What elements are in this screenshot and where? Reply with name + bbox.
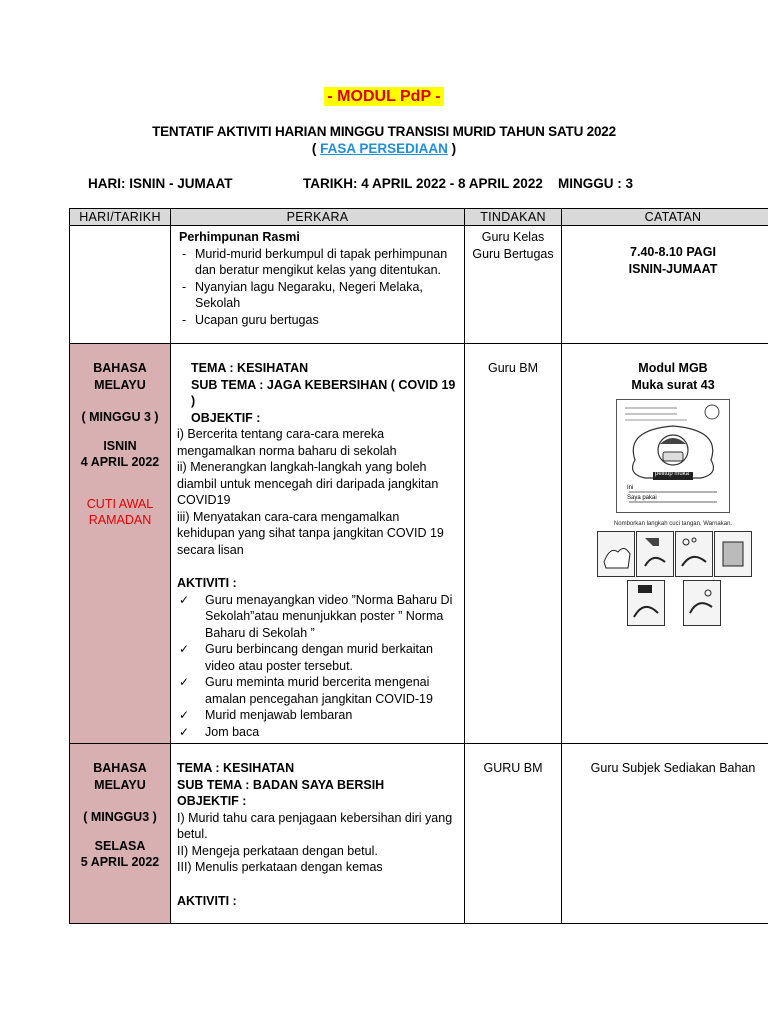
worksheet-label: pelitup muka	[655, 471, 690, 477]
handwash-step-icon	[636, 531, 674, 577]
rinse-icon	[628, 581, 664, 625]
row1-title: Perhimpunan Rasmi	[179, 230, 300, 244]
row2-date: 4 APRIL 2022	[80, 455, 160, 469]
row3-day: SELASA	[94, 838, 146, 853]
aktiviti-text: Guru berbincang dengan murid berkaitan video atau poster tersebut.	[205, 642, 433, 673]
row3-subject-2: MELAYU	[94, 777, 146, 792]
row2-note-2: RAMADAN	[88, 513, 152, 527]
row1-catatan-1: 7.40-8.10 PAGI	[630, 245, 716, 259]
handwash-step-icon	[597, 531, 635, 577]
phase-subtitle: ( FASA PERSEDIAAN )	[311, 141, 457, 156]
document-title: TENTATIF AKTIVITI HARIAN MINGGU TRANSISI MURID TAHUN SATU 2022	[152, 124, 616, 139]
aktiviti-text: Guru meminta murid bercerita mengenai amalan pencegahan jangkitan COVID-19	[205, 675, 433, 706]
schedule-table	[69, 208, 768, 924]
soap-icon	[676, 532, 712, 576]
handwash-step-icon	[675, 531, 713, 577]
handwash-step-icon	[627, 580, 665, 626]
row3-subtema: SUB TEMA : BADAN SAYA BERSIH	[177, 777, 385, 792]
table-row	[70, 344, 768, 744]
list-item: - Nyanyian lagu Negaraku, Negeri Melaka, Sekolah	[179, 279, 458, 312]
table-header-row	[70, 209, 768, 226]
table-row	[70, 744, 768, 924]
row2-aktiviti-list	[177, 592, 458, 741]
row2-hari-cell	[70, 344, 171, 744]
row3-week: ( MINGGU3 )	[83, 810, 157, 824]
header-catatan: CATATAN	[562, 209, 768, 226]
row2-perkara-cell	[171, 344, 465, 744]
row2-note: CUTI AWAL	[86, 496, 154, 511]
handwash-steps-image-2	[562, 580, 768, 626]
row3-perkara-cell	[171, 744, 465, 924]
row2-subject-2: MELAYU	[94, 377, 146, 392]
row2-day: ISNIN	[103, 438, 137, 453]
checkmark-icon: ✓	[179, 708, 190, 722]
info-tarikh: TARIKH: 4 APRIL 2022 - 8 APRIL 2022	[303, 176, 543, 191]
checkmark-icon: ✓	[179, 642, 190, 656]
row3-catatan: Guru Subjek Sediakan Bahan	[590, 761, 756, 775]
info-minggu: MINGGU : 3	[558, 176, 634, 191]
header-tindakan: TINDAKAN	[465, 209, 562, 226]
checkmark-icon: ✓	[179, 592, 190, 607]
checkmark-icon: ✓	[179, 724, 190, 739]
row2-tindakan: Guru BM	[487, 361, 538, 375]
aktiviti-text: Murid menjawab lembaran	[205, 708, 353, 722]
phase-link[interactable]: FASA PERSEDIAAN	[320, 141, 448, 156]
row3-date: 5 APRIL 2022	[80, 855, 160, 869]
row3-objektif-item: III) Menulis perkataan dengan kemas	[177, 860, 383, 874]
row3-tindakan: GURU BM	[483, 761, 543, 775]
aktiviti-text: Jom baca	[205, 724, 260, 739]
list-item	[177, 724, 458, 741]
row2-tema: TEMA : KESIHATAN	[191, 361, 309, 375]
row3-objektif-label: OBJEKTIF :	[177, 794, 247, 808]
row1-perkara-cell	[171, 226, 465, 344]
header-hari-tarikh: HARI/TARIKH	[70, 209, 171, 226]
list-item: - Ucapan guru bertugas	[179, 312, 458, 329]
handwash-step-icon	[683, 580, 721, 626]
list-item	[177, 674, 458, 707]
row2-aktiviti-label: AKTIVITI :	[177, 576, 237, 590]
row3-objektif-item: I) Murid tahu cara penjagaan kebersihan diri yang betul.	[177, 810, 453, 841]
list-item	[177, 592, 458, 642]
handwash-step-icon	[714, 531, 752, 577]
row3-aktiviti-label: AKTIVITI :	[177, 893, 237, 908]
row2-subtema: SUB TEMA : JAGA KEBERSIHAN ( COVID 19 )	[191, 377, 456, 408]
row2-objektif-item: i) Bercerita tentang cara-cara mereka mengamalkan norma baharu di sekolah	[177, 427, 397, 458]
table-row	[70, 226, 768, 344]
worksheet-field-2: Saya pakai	[627, 495, 657, 501]
row2-objektif-label: OBJEKTIF :	[191, 410, 261, 425]
checkmark-icon: ✓	[179, 675, 190, 689]
row3-tindakan-cell	[465, 744, 562, 924]
row1-catatan-2: ISNIN-JUMAAT	[628, 261, 718, 276]
list-item: - Murid-murid berkumpul di tapak perhimpunan dan beratur mengikut kelas yang ditentukan.	[179, 246, 458, 279]
steps-label: Nomborkan langkah cuci tangan. Warnakan.	[613, 521, 733, 527]
row1-catatan-cell	[562, 226, 768, 344]
row2-catatan-cell	[562, 344, 768, 744]
scrub-icon	[684, 581, 720, 625]
row2-objektif-item: iii) Menyatakan cara-cara mengamalkan kehidupan yang sihat tanpa jangkitan COVID 19 secara lisan	[177, 509, 444, 557]
row1-hari-cell	[70, 226, 171, 344]
row1-list	[179, 246, 458, 329]
row3-hari-cell	[70, 744, 171, 924]
row2-catatan-2: Muka surat 43	[631, 377, 715, 392]
aktiviti-text: Guru menayangkan video ”Norma Baharu Di Sekolah”atau menunjukkan poster ” Norma Baharu di Sekolah ”	[205, 592, 453, 640]
info-hari: HARI: ISNIN - JUMAAT	[88, 176, 233, 191]
row1-tindakan-2: Guru Bertugas	[472, 246, 554, 261]
towel-icon	[715, 532, 751, 576]
tap-icon	[637, 532, 673, 576]
modul-title	[0, 88, 768, 106]
row2-subject: BAHASA	[93, 361, 147, 375]
list-item	[177, 641, 458, 674]
row2-tindakan-cell	[465, 344, 562, 744]
row3-catatan-cell	[562, 744, 768, 924]
row2-catatan-1: Modul MGB	[638, 361, 708, 375]
row2-week: ( MINGGU 3 )	[81, 410, 159, 424]
handwash-steps-image	[562, 531, 768, 577]
modul-label: - MODUL PdP -	[324, 87, 443, 106]
row3-subject: BAHASA	[93, 761, 147, 775]
header-perkara: PERKARA	[171, 209, 465, 226]
row2-objektif-item: ii) Menerangkan langkah-langkah yang boleh diambil untuk mencegah diri daripada jangkitan COVID19	[177, 460, 439, 507]
worksheet-image	[616, 399, 730, 513]
list-item	[177, 707, 458, 724]
row1-tindakan-1: Guru Kelas	[481, 230, 545, 244]
row3-objektif-item: II) Mengeja perkataan dengan betul.	[177, 843, 378, 858]
hand-icon	[598, 532, 634, 576]
worksheet-field: Ini	[627, 485, 634, 491]
row3-tema: TEMA : KESIHATAN	[177, 761, 295, 775]
row1-tindakan-cell	[465, 226, 562, 344]
